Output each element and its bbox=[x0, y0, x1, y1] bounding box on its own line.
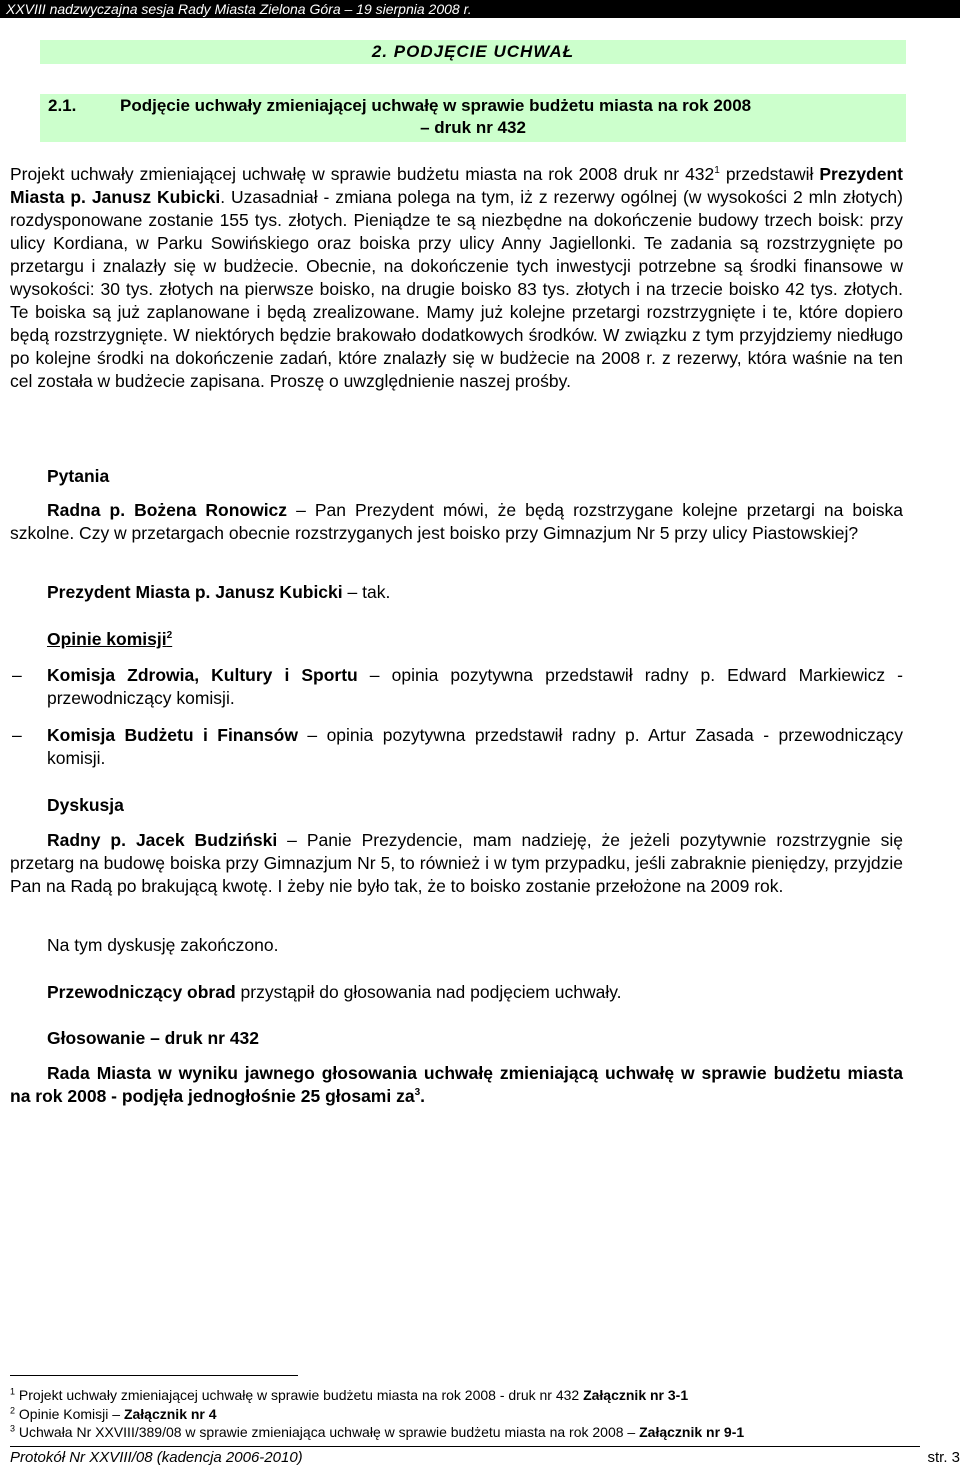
footer-protocol: Protokół Nr XXVIII/08 (kadencja 2006-2010) bbox=[10, 1449, 303, 1466]
committee-name: Komisja Zdrowia, Kultury i Sportu bbox=[47, 665, 358, 685]
footnote-text: Uchwała Nr XXVIII/389/08 w sprawie zmieniająca uchwałę w sprawie budżetu miasta na rok 2008 – bbox=[15, 1424, 640, 1440]
footnote-attachment: Załącznik nr 4 bbox=[123, 1406, 217, 1422]
list-dash: – bbox=[12, 725, 22, 745]
subsection-title-line1: Podjęcie uchwały zmieniającej uchwałę w sprawie budżetu miasta na rok 2008 bbox=[120, 96, 752, 115]
opinion-item bbox=[47, 664, 903, 710]
footnote-text: Projekt uchwały zmieniającej uchwałę w sprawie budżetu miasta na rok 2008 - druk nr 432 bbox=[15, 1387, 584, 1403]
opinions-label-text: Opinie komisji bbox=[47, 629, 167, 649]
footnote-attachment: Załącznik nr 3-1 bbox=[583, 1387, 689, 1403]
header-title: XXVIII nadzwyczajna sesja Rady Miasta Zielona Góra – 19 sierpnia 2008 r. bbox=[6, 1, 472, 17]
discussion-text: – Panie Prezydencie, mam nadzieję, że jeżeli pozytywnie rozstrzygnie się przetarg na budowę boiska przy Gimnazjum Nr 5, to również i w tym przypadku, jeśli zabraknie pieniędzy, przyjdzie Pan na Radą po brakującą kwotę. I żeby nie było tak, że to boisko zostanie przełożone na 2009 rok. bbox=[10, 830, 903, 896]
section-heading: 2. PODJĘCIE UCHWAŁ bbox=[40, 40, 906, 64]
vote-result-text: Rada Miasta w wyniku jawnego głosowania uchwałę zmieniającą uchwałę w sprawie budżetu miasta na rok 2008 - podjęła jednogłośnie 25 głosami za bbox=[10, 1063, 903, 1106]
footnote-ref-3: 3 bbox=[414, 1087, 421, 1099]
footnote-number: 2 bbox=[10, 1405, 16, 1416]
footnote-ref-2: 2 bbox=[166, 630, 173, 642]
opinion-item bbox=[47, 724, 903, 770]
answer-text: – tak. bbox=[342, 582, 391, 602]
intro-text-3: . Uzasadniał - zmiana polega na tym, iż z rezerwy ogólnej (w wysokości 2 mln złotych) rozdysponowane zostanie 155 tys. złotych. Pieniądze te są niezbędne na dokończenie budowy trzech boisk: przy ulicy Kordiana, w Parku Sowińskiego oraz boiska przy ulicy Anny Jagiellonki. Te zadania są rozstrzygnięte po przetargu i znalazły się w budżecie. Obecnie, na dokończenie tych inwestycji potrzebne są środki finansowe w wysokości: 30 tys. złotych na pierwsze boisko, na drugie boisko 83 tys. złotych i na trzecie boisko 42 tys. złotych. Te boiska są już zaplanowane i będą zrealizowane. Mamy już kolejne przetargi rozstrzygnięte i te, które dopiero będą rozstrzygnięte. W niektórych będzie brakowało dodatkowych środków. W związku z tym przyjdziemy niedługo po kolejne środki na dokończenie zadań, które znalazły się w budżecie na 2008 r. z rezerwy, która waśnie na ten cel została w budżecie zapisana. Proszę o uwzględnienie naszej prośby. bbox=[10, 187, 903, 391]
opinion-text: – opinia pozytywna przedstawił radny p. Edward Markiewicz - przewodniczący komisji. bbox=[47, 665, 903, 708]
answer-speaker: Prezydent Miasta p. Janusz Kubicki bbox=[47, 582, 343, 602]
subsection-heading bbox=[40, 94, 906, 142]
committee-name: Komisja Budżetu i Finansów bbox=[47, 725, 298, 745]
discussion-paragraph bbox=[10, 829, 903, 898]
footnote-attachment: Załącznik nr 9-1 bbox=[639, 1424, 745, 1440]
page-footer bbox=[10, 1449, 960, 1467]
footnote-number: 1 bbox=[10, 1386, 16, 1397]
subsection-title-line2: – druk nr 432 bbox=[420, 118, 526, 137]
answer-paragraph bbox=[47, 581, 903, 604]
vote-result bbox=[10, 1062, 903, 1108]
subsection-number: 2.1. bbox=[48, 96, 77, 115]
footnote bbox=[10, 1424, 744, 1441]
discussion-speaker: Radny p. Jacek Budziński bbox=[47, 830, 278, 850]
questions-label: Pytania bbox=[47, 466, 110, 486]
speaker-name: Prezydent Miasta p. Janusz Kubicki bbox=[10, 164, 903, 207]
chair-paragraph bbox=[47, 981, 622, 1004]
vote-result-end: . bbox=[420, 1086, 426, 1106]
question-text: – Pan Prezydent mówi, że będą rozstrzygane kolejne przetargi na boiska szkolne. Czy w przetargach obecnie rozstrzyganych jest boisko przy Gimnazjum Nr 5 przy ulicy Piastowskiej? bbox=[10, 500, 903, 543]
vote-label: Głosowanie – druk nr 432 bbox=[47, 1028, 260, 1048]
footnote-ref-1: 1 bbox=[714, 165, 720, 177]
chair-label: Przewodniczący obrad bbox=[47, 982, 236, 1002]
intro-text: Projekt uchwały zmieniającej uchwałę w sprawie budżetu miasta na rok 2008 druk nr 432 bbox=[10, 164, 715, 184]
chair-text: przystąpił do głosowania nad podjęciem uchwały. bbox=[235, 982, 622, 1002]
document-header bbox=[0, 0, 960, 18]
footer-separator bbox=[10, 1446, 920, 1447]
intro-text-2: przedstawił bbox=[719, 164, 820, 184]
opinions-label bbox=[47, 628, 172, 651]
question-paragraph bbox=[10, 499, 903, 545]
footnote-separator bbox=[10, 1375, 298, 1376]
intro-paragraph bbox=[10, 163, 903, 393]
page-number: str. 3 bbox=[927, 1449, 960, 1466]
discussion-closing: Na tym dyskusję zakończono. bbox=[47, 935, 279, 955]
footnote bbox=[10, 1406, 217, 1423]
footnote-text: Opinie Komisji – bbox=[15, 1406, 124, 1422]
question-speaker: Radna p. Bożena Ronowicz bbox=[47, 500, 288, 520]
footnote-number: 3 bbox=[10, 1423, 16, 1434]
opinion-text: – opinia pozytywna przedstawił radny p. Artur Zasada - przewodniczący komisji. bbox=[47, 725, 903, 768]
footnote bbox=[10, 1387, 688, 1404]
list-dash: – bbox=[12, 665, 22, 685]
discussion-label: Dyskusja bbox=[47, 795, 124, 815]
